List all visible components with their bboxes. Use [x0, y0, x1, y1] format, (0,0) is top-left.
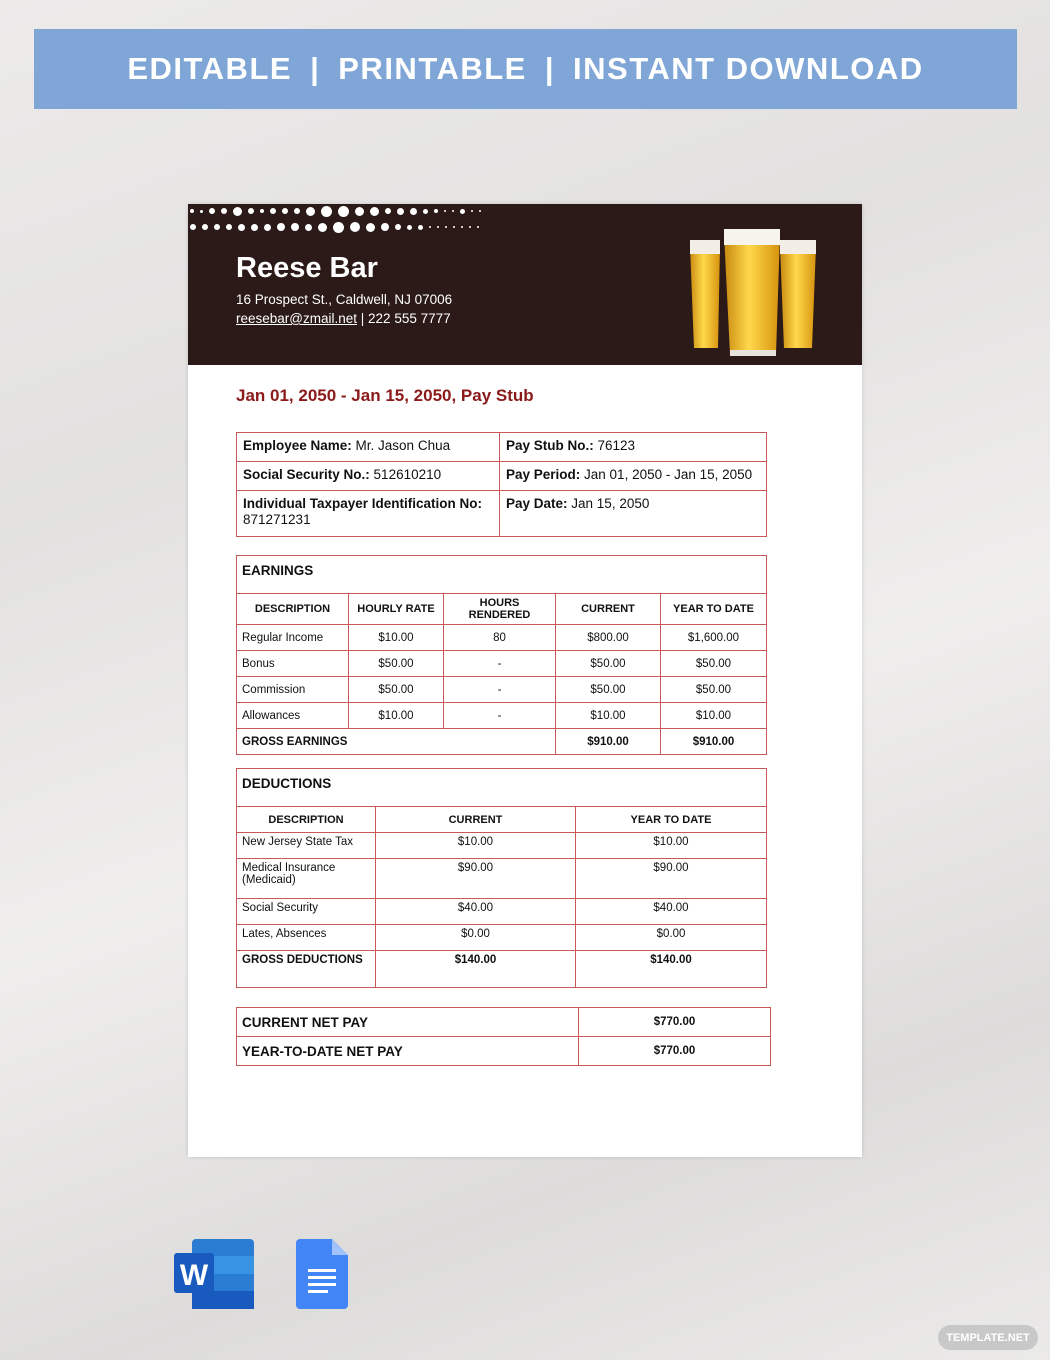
microsoft-word-icon[interactable] [174, 1239, 254, 1309]
deduction-cell: $40.00 [376, 899, 576, 925]
business-name: Reese Bar [236, 252, 378, 284]
beer-glasses-image [688, 226, 818, 361]
earnings-cell: - [444, 677, 556, 703]
dot [338, 206, 349, 217]
deduction-cell: New Jersey State Tax [237, 833, 376, 859]
deduction-cell: $10.00 [576, 833, 767, 859]
dot [294, 208, 300, 214]
dot [270, 208, 276, 214]
dot [251, 224, 258, 231]
earnings-cell: Bonus [237, 651, 349, 677]
earnings-cell: $50.00 [556, 651, 661, 677]
deduction-row [237, 899, 767, 925]
gross-deductions-row: GROSS DEDUCTIONS $140.00 $140.00 [237, 951, 767, 988]
dot [453, 226, 455, 228]
earnings-cell: $800.00 [556, 625, 661, 651]
col-description: DESCRIPTION [237, 594, 349, 625]
dot [477, 226, 479, 228]
business-email-link[interactable]: reesebar@zmail.net [236, 311, 358, 326]
watermark-badge: TEMPLATE.NET [938, 1325, 1038, 1350]
col-hourly-rate: HOURLY RATE [349, 594, 444, 625]
dot [410, 208, 417, 215]
svg-text:W: W [179, 1259, 209, 1292]
google-docs-icon[interactable] [296, 1239, 348, 1309]
pay-date-cell: Pay Date: Jan 15, 2050 [500, 491, 767, 537]
earnings-cell: $50.00 [661, 677, 767, 703]
dot [318, 223, 327, 232]
earnings-cell: $10.00 [661, 703, 767, 729]
deduction-row [237, 833, 767, 859]
dot [277, 223, 285, 231]
employee-info-table [236, 432, 767, 537]
dot [469, 226, 471, 228]
banner-download: INSTANT DOWNLOAD [573, 51, 924, 86]
deductions-title: DEDUCTIONS [237, 769, 767, 807]
business-phone: | 222 555 7777 [360, 311, 451, 326]
employee-name-cell: Employee Name: Mr. Jason Chua [237, 433, 500, 462]
dot [370, 207, 379, 216]
dot [214, 224, 220, 230]
deductions-table [236, 768, 767, 988]
dot [321, 206, 332, 217]
dot [190, 224, 196, 230]
deduction-cell: Medical Insurance (Medicaid) [237, 859, 376, 899]
dot [445, 226, 447, 228]
banner-separator: | [310, 51, 321, 86]
banner-printable: PRINTABLE [338, 51, 527, 86]
deduction-row [237, 859, 767, 899]
pay-stub-document [188, 204, 862, 1157]
dot [333, 222, 344, 233]
dot [226, 224, 232, 230]
decorative-dots [190, 205, 590, 235]
earnings-cell: 80 [444, 625, 556, 651]
dot [395, 224, 401, 230]
earnings-cell: - [444, 651, 556, 677]
earnings-cell: $10.00 [349, 703, 444, 729]
col-current: CURRENT [376, 807, 576, 833]
dot [233, 207, 242, 216]
deduction-cell: $0.00 [576, 925, 767, 951]
dot [238, 224, 245, 231]
gross-earnings-row: GROSS EARNINGS $910.00 $910.00 [237, 729, 767, 755]
earnings-cell: - [444, 703, 556, 729]
banner-separator: | [544, 51, 556, 86]
earnings-cell: $50.00 [556, 677, 661, 703]
dot [202, 224, 208, 230]
col-hours-rendered: HOURS RENDERED [444, 594, 556, 625]
business-address: 16 Prospect St., Caldwell, NJ 07006 [236, 292, 453, 307]
pay-period-cell: Pay Period: Jan 01, 2050 - Jan 15, 2050 [500, 462, 767, 491]
earnings-row [237, 625, 767, 651]
dot [200, 210, 203, 213]
dot [209, 208, 215, 214]
banner-editable: EDITABLE [127, 51, 293, 86]
earnings-cell: $10.00 [556, 703, 661, 729]
col-description: DESCRIPTION [237, 807, 376, 833]
earnings-cell: $1,600.00 [661, 625, 767, 651]
deduction-cell: Social Security [237, 899, 376, 925]
dot [282, 208, 288, 214]
current-net-pay-label: CURRENT NET PAY [237, 1008, 579, 1037]
dot [434, 209, 438, 213]
ssn-cell: Social Security No.: 512610210 [237, 462, 500, 491]
dot [264, 224, 271, 231]
deduction-cell: $40.00 [576, 899, 767, 925]
earnings-row [237, 703, 767, 729]
net-pay-table [236, 1007, 771, 1066]
deduction-cell: $10.00 [376, 833, 576, 859]
dot [423, 209, 428, 214]
feature-banner [34, 29, 1017, 109]
dot [407, 225, 412, 230]
pay-stub-title: Jan 01, 2050 - Jan 15, 2050, Pay Stub [236, 386, 534, 405]
col-current: CURRENT [556, 594, 661, 625]
deduction-cell: $90.00 [576, 859, 767, 899]
dot [221, 208, 227, 214]
business-contact [236, 311, 451, 326]
dot [385, 208, 391, 214]
dot [429, 226, 431, 228]
earnings-cell: Allowances [237, 703, 349, 729]
dot [190, 209, 194, 213]
dot [350, 222, 360, 232]
dot [460, 209, 465, 214]
itin-cell: Individual Taxpayer Identification No: 871271231 [237, 491, 500, 537]
dot [381, 223, 389, 231]
dot [471, 210, 473, 212]
dot [306, 207, 315, 216]
dot [248, 208, 254, 214]
current-net-pay-value: $770.00 [579, 1008, 771, 1037]
pay-stub-number-cell: Pay Stub No.: 76123 [500, 433, 767, 462]
dot [397, 208, 404, 215]
document-header [188, 204, 862, 365]
earnings-cell: $50.00 [349, 677, 444, 703]
deduction-cell: $0.00 [376, 925, 576, 951]
earnings-table [236, 555, 767, 755]
earnings-row [237, 651, 767, 677]
dot [366, 223, 375, 232]
deduction-cell: $90.00 [376, 859, 576, 899]
dot [305, 224, 312, 231]
col-year-to-date: YEAR TO DATE [576, 807, 767, 833]
dot [355, 207, 364, 216]
col-year-to-date: YEAR TO DATE [661, 594, 767, 625]
earnings-cell: Commission [237, 677, 349, 703]
dot [479, 210, 481, 212]
dot [260, 209, 264, 213]
earnings-title: EARNINGS [237, 556, 767, 594]
dot [291, 223, 299, 231]
ytd-net-pay-value: $770.00 [579, 1037, 771, 1066]
deduction-cell: Lates, Absences [237, 925, 376, 951]
earnings-cell: Regular Income [237, 625, 349, 651]
ytd-net-pay-label: YEAR-TO-DATE NET PAY [237, 1037, 579, 1066]
dot [452, 210, 454, 212]
dot [461, 226, 463, 228]
dot [418, 225, 423, 230]
deduction-row [237, 925, 767, 951]
dot [444, 210, 446, 212]
earnings-cell: $10.00 [349, 625, 444, 651]
earnings-row [237, 677, 767, 703]
earnings-cell: $50.00 [349, 651, 444, 677]
dot [437, 226, 439, 228]
earnings-cell: $50.00 [661, 651, 767, 677]
